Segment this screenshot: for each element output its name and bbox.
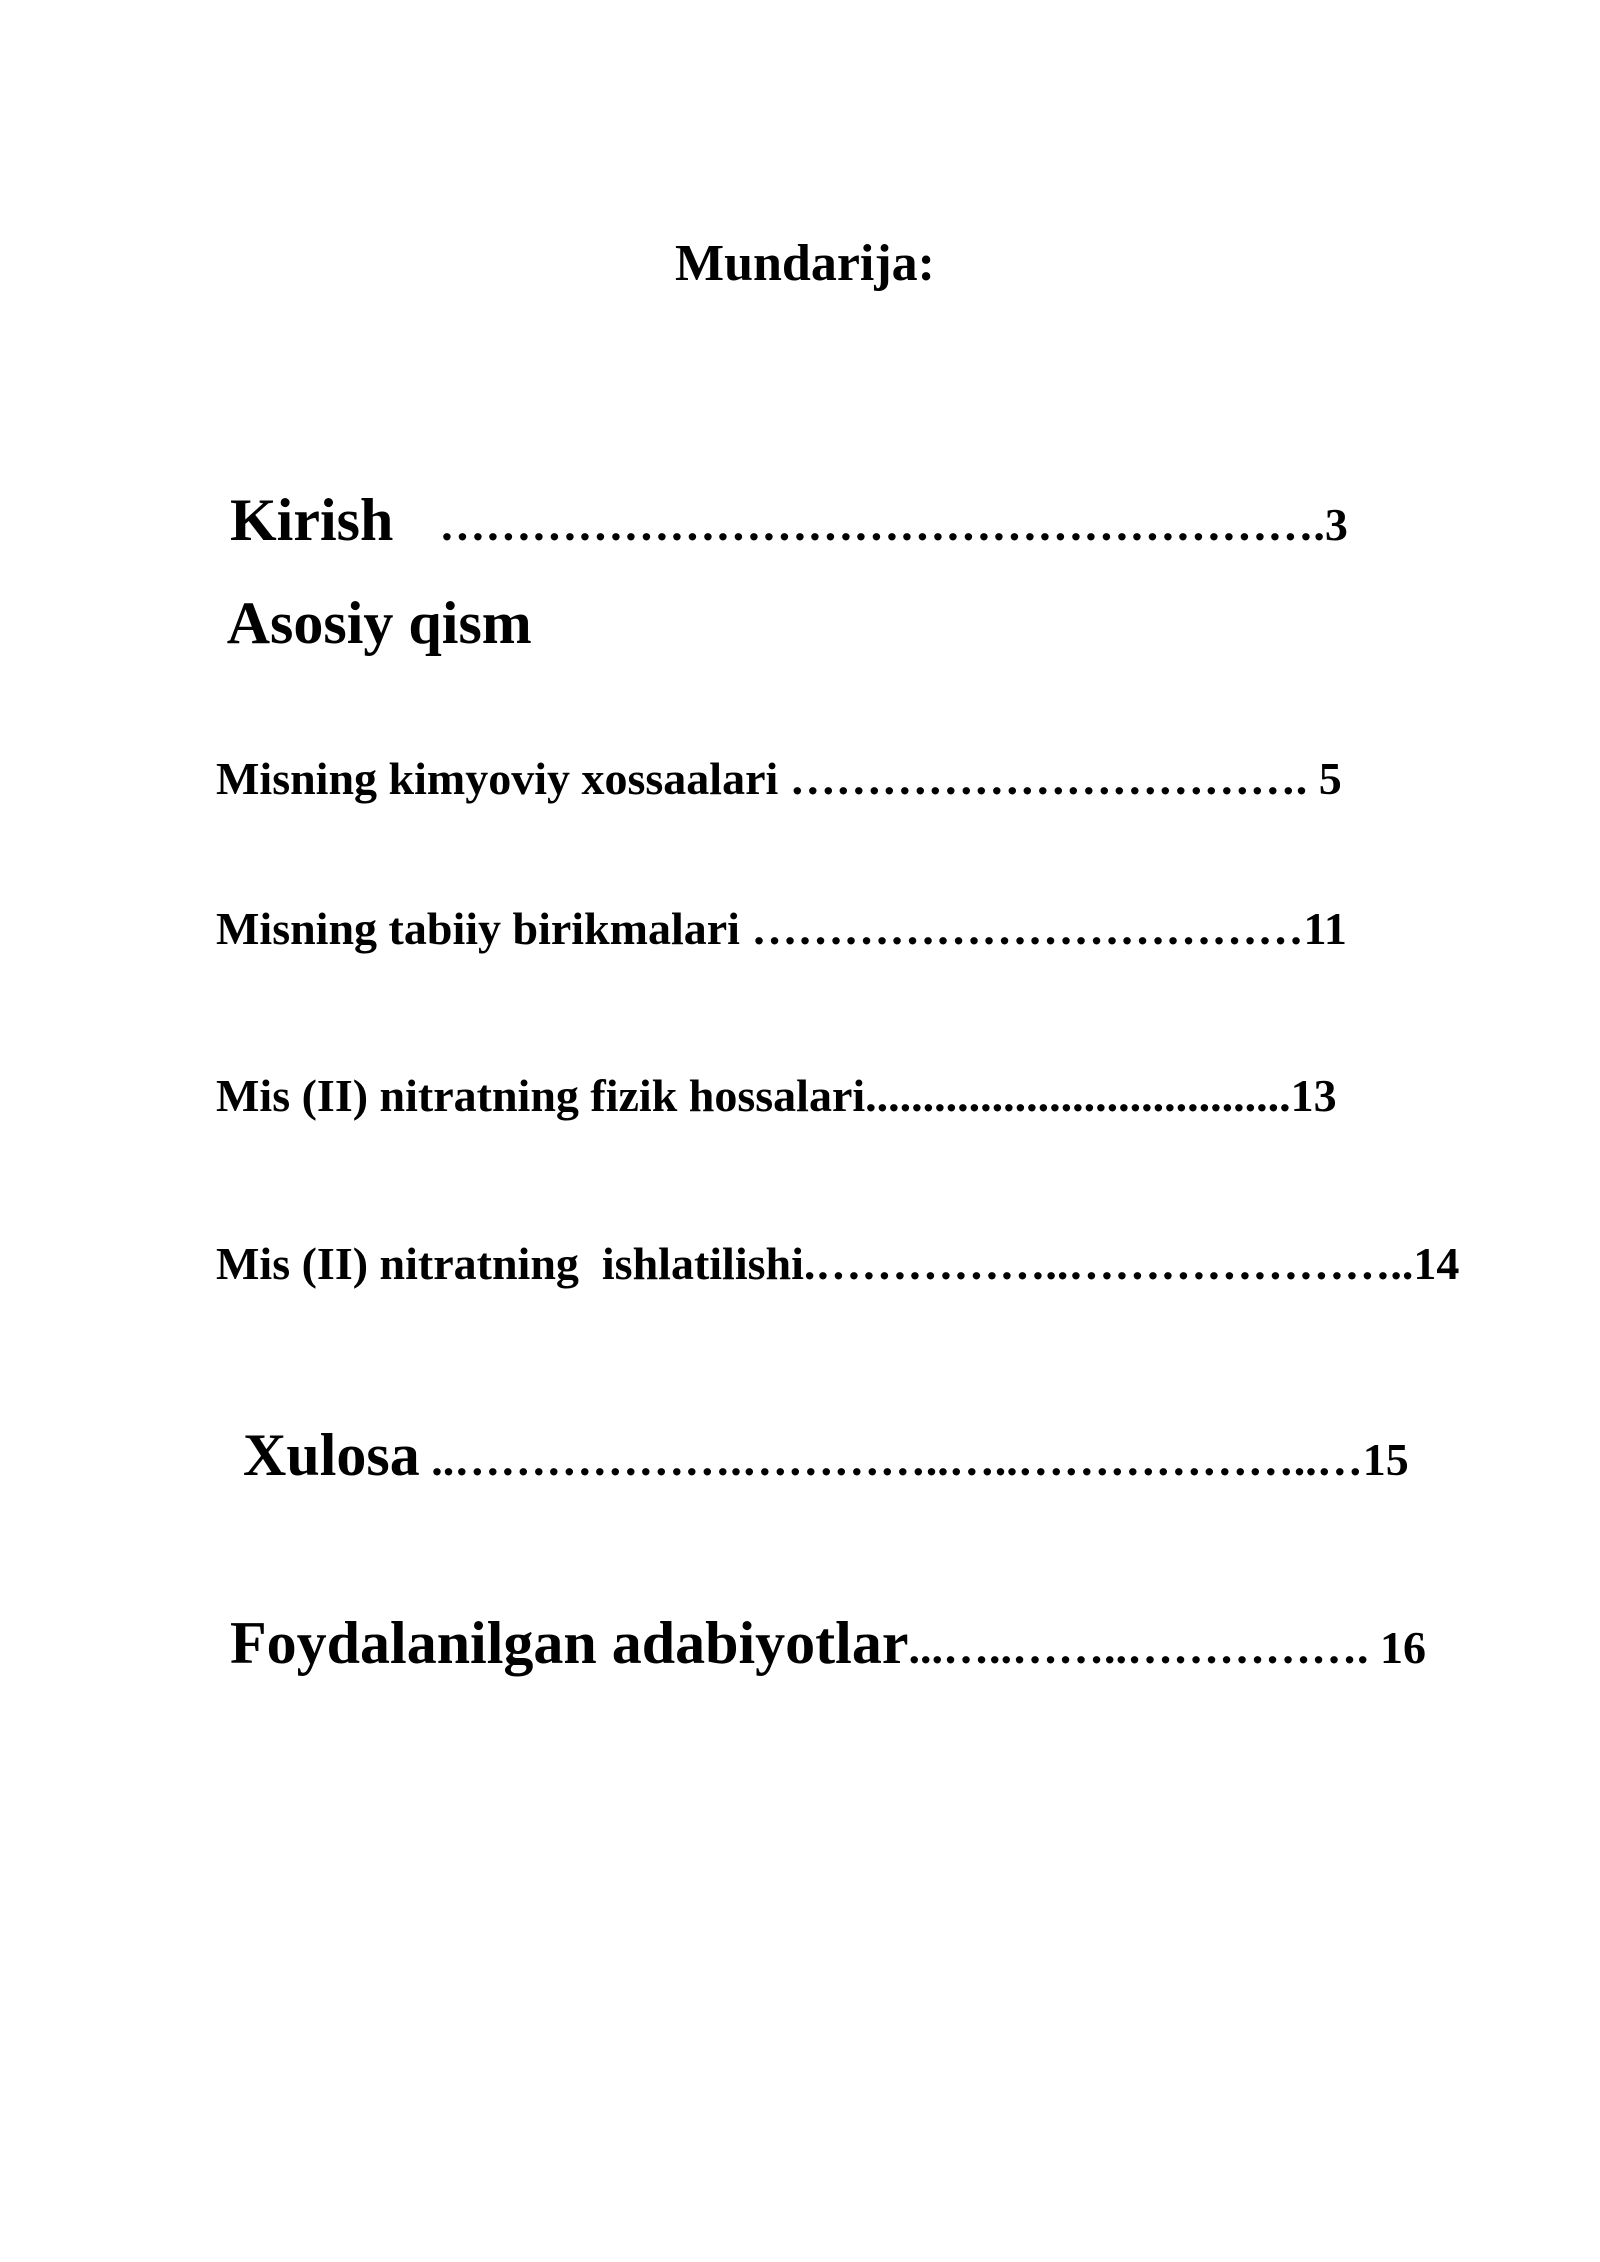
- toc-entry-page: 15: [1362, 1434, 1409, 1485]
- toc-entry-label: Misning tabiiy birikmalari: [216, 903, 740, 954]
- toc-entry-label: Mis (II) nitratning ishlatilishi: [216, 1238, 804, 1289]
- toc-entry-foydalanilgan-adabiyotlar: [170, 1553, 1426, 1733]
- toc-entry-fizik-hossalari: [170, 1027, 1337, 1165]
- toc-entry-xulosa: [183, 1365, 1409, 1545]
- toc-entry-kimyoviy-xossalari: [170, 710, 1342, 848]
- toc-entry-page: 16: [1379, 1622, 1426, 1673]
- toc-entry-page: 14: [1413, 1238, 1460, 1289]
- toc-entry-leader: ..……………….…………..…..………………..…: [419, 1434, 1363, 1485]
- toc-entry-page: 5: [1318, 753, 1342, 804]
- toc-entry-leader: ………………………………: [739, 903, 1304, 954]
- toc-entry-leader: ...…..……..…………….: [908, 1622, 1380, 1673]
- toc-entry-label: Mis (II) nitratning fizik hossalari: [216, 1070, 866, 1121]
- toc-entry-label: Misning kimyoviy xossaalari: [216, 753, 779, 804]
- toc-entry-page: 3: [1324, 499, 1348, 550]
- toc-entry-label: Foydalanilgan adabiyotlar: [230, 1610, 909, 1676]
- toc-entry-page: 11: [1303, 903, 1347, 954]
- toc-entry-ishlatilishi: [170, 1195, 1459, 1333]
- toc-entry-leader: .……………..…………………..: [803, 1238, 1414, 1289]
- toc-entry-leader: ………………………………………………….: [393, 499, 1325, 550]
- toc-entry-label: Asosiy qism: [226, 590, 532, 656]
- page-title: Mundarija:: [675, 235, 935, 292]
- toc-entry-leader: .....................................: [865, 1070, 1291, 1121]
- toc-entry-page: 13: [1290, 1070, 1337, 1121]
- toc-entry-label: Kirish: [230, 487, 394, 553]
- toc-entry-asosiy-qism: [170, 533, 532, 713]
- toc-entry-label: Xulosa: [243, 1422, 420, 1488]
- toc-entry-tabiiy-birikmalari: [170, 860, 1347, 998]
- toc-entry-leader: …………………………….: [778, 753, 1319, 804]
